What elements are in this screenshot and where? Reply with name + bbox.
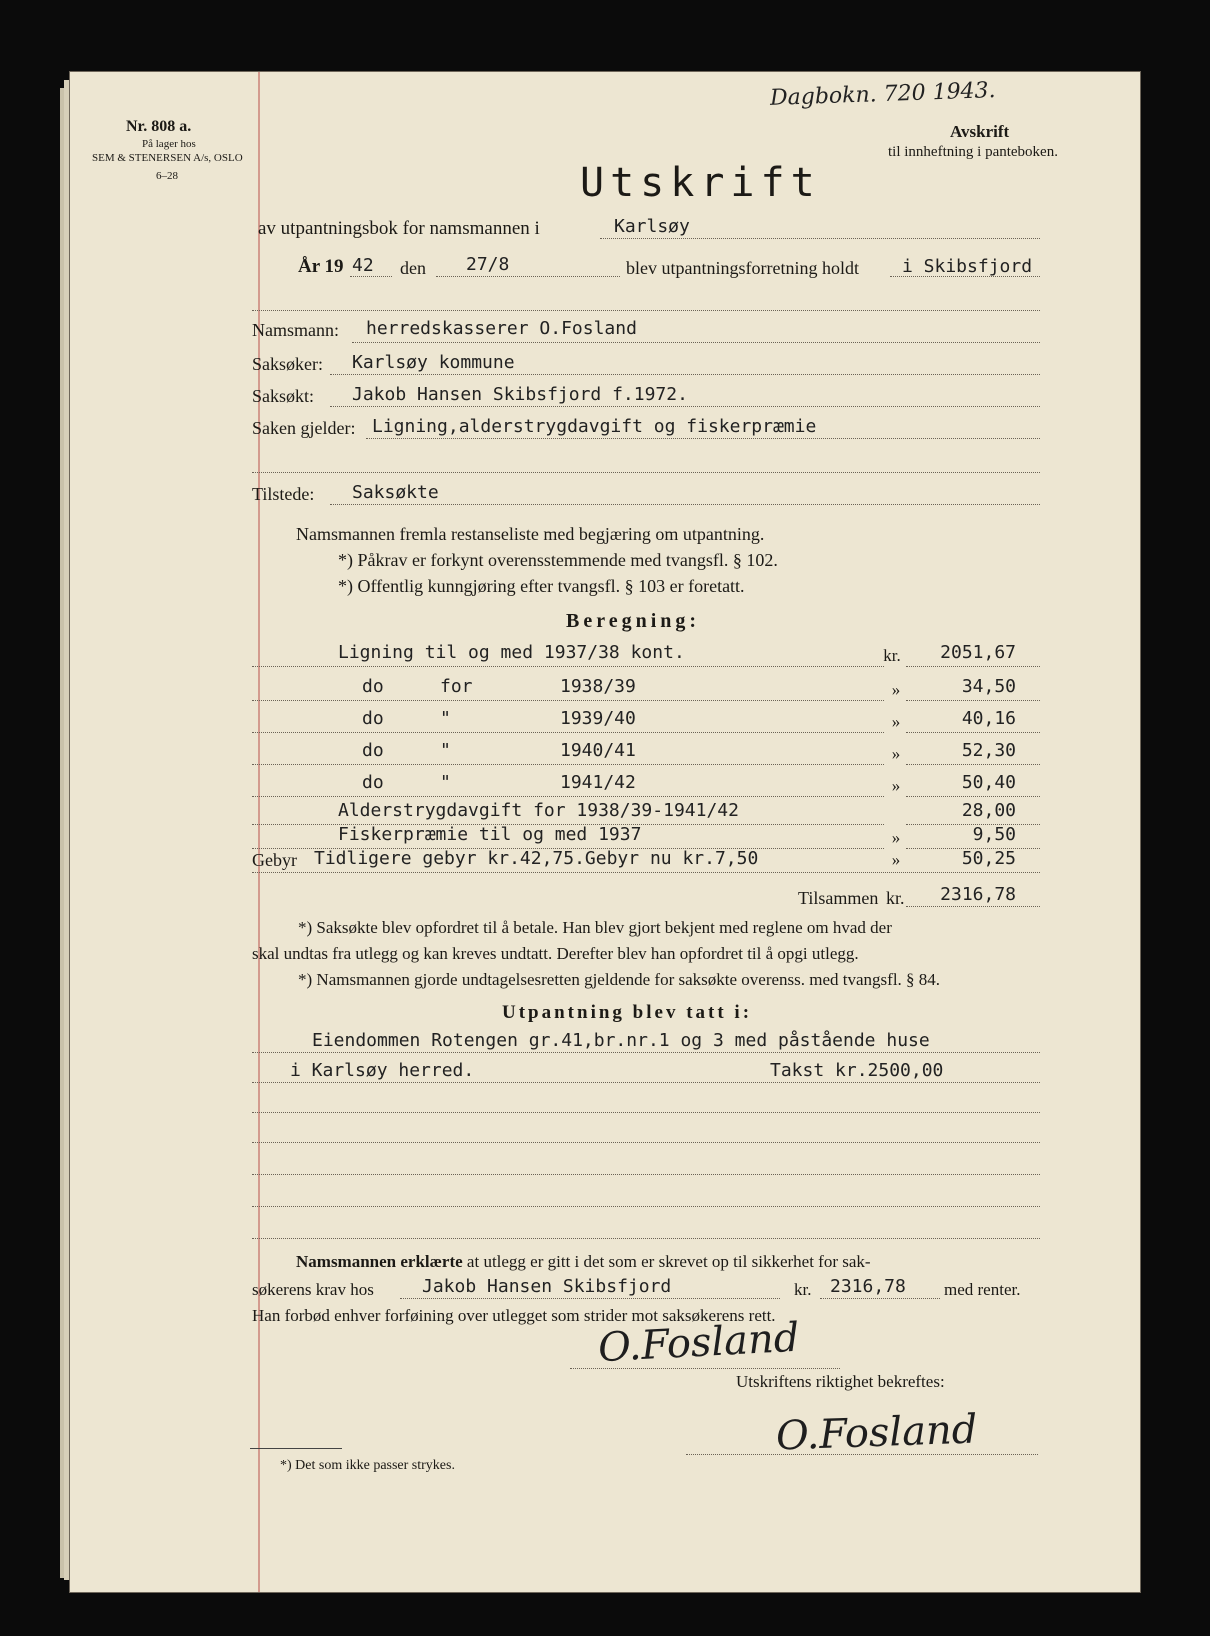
declaration-lead: Namsmannen erklærte xyxy=(296,1252,463,1271)
year-value: 42 xyxy=(352,255,374,276)
statement-kunngjoring: *) Offentlig kunngjøring efter tvangsfl. § 103 er foretatt. xyxy=(338,576,745,596)
calc-row-period: 1938/39 xyxy=(560,676,636,697)
declaration-kr: kr. xyxy=(794,1280,812,1299)
saksokt-label: Saksøkt: xyxy=(252,386,315,406)
calc-row-amount-rule xyxy=(906,732,1040,733)
declaration-prefix: søkerens krav hos xyxy=(252,1280,374,1299)
calc-row-rule xyxy=(252,764,884,765)
gebyr-currency: » xyxy=(891,850,901,869)
confirmation-signature: O.Fosland xyxy=(775,1406,979,1460)
municipality-value: Karlsøy xyxy=(614,216,690,237)
confirmation-label: Utskriftens riktighet bekreftes: xyxy=(736,1372,945,1391)
calc-row-amount: 2051,67 xyxy=(940,642,1016,663)
place-value: i Skibsfjord xyxy=(902,256,1033,277)
calc-row-prep: " xyxy=(440,740,451,761)
form-publisher-1: På lager hos xyxy=(142,138,196,150)
calc-row-amount-rule xyxy=(906,666,1040,667)
namsmann-label: Namsmann: xyxy=(252,320,339,340)
year-label: År 19 xyxy=(298,256,344,277)
declaration-line-3: Han forbød enhver forføining over utlegget som strider mot saksøkerens rett. xyxy=(252,1306,776,1325)
notice-undtas: skal undtas fra utlegg og kan kreves undtatt. Derefter blev han opfordret til å opgi utlegg. xyxy=(252,944,859,963)
declaration-debtor: Jakob Hansen Skibsfjord xyxy=(422,1276,672,1297)
notice-undtagelsesrett: *) Namsmannen gjorde undtagelsesretten gjeldende for saksøkte overenss. med tvangsfl. § 84. xyxy=(298,970,941,989)
journal-note: Dagbokn. 720 1943. xyxy=(769,78,996,111)
calc-row-currency: » xyxy=(891,828,901,847)
seizure-line-1: Eiendommen Rotengen gr.41,br.nr.1 og 3 med påstående huse xyxy=(312,1030,930,1051)
calc-row-desc: Fiskerpræmie til og med 1937 xyxy=(338,824,642,845)
tilstede-label: Tilstede: xyxy=(252,484,315,504)
calc-row-prep: " xyxy=(440,772,451,793)
namsmann-value: herredskasserer O.Fosland xyxy=(366,318,637,339)
calc-row-amount: 52,30 xyxy=(961,740,1016,761)
footnote: *) Det som ikke passer strykes. xyxy=(280,1458,455,1473)
calc-row-currency: » xyxy=(891,776,901,795)
declaration-rest: at utlegg er gitt i det som er skrevet op til sikkerhet for sak- xyxy=(466,1252,871,1271)
den-label: den xyxy=(400,258,426,278)
total-label: Tilsammen xyxy=(798,888,879,908)
saken-label: Saken gjelder: xyxy=(252,418,356,438)
form-date: 6–28 xyxy=(156,170,178,182)
calc-row-desc: do xyxy=(362,772,384,793)
calc-row-amount: 28,00 xyxy=(961,800,1016,821)
declaration-renter: med renter. xyxy=(944,1280,1021,1299)
held-label: blev utpantningsforretning holdt xyxy=(626,258,859,278)
footnote-rule xyxy=(250,1448,342,1449)
seizure-line-2: i Karlsøy herred. xyxy=(290,1060,475,1081)
seizure-heading: Utpantning blev tatt i: xyxy=(502,1002,753,1023)
form-number: Nr. 808 a. xyxy=(126,118,192,135)
notice-betale: *) Saksøkte blev opfordret til å betale. Han blev gjort bekjent med reglene om hvad der xyxy=(298,918,892,937)
saksoker-value: Karlsøy kommune xyxy=(352,352,515,373)
calc-row-prep: " xyxy=(440,708,451,729)
calc-row-amount-rule xyxy=(906,764,1040,765)
namsmann-signature: O.Fosland xyxy=(596,1314,801,1372)
calc-row-rule xyxy=(252,796,884,797)
calc-row-period: 1940/41 xyxy=(560,740,636,761)
calc-row-amount: 50,40 xyxy=(961,772,1016,793)
calc-row-amount: 34,50 xyxy=(961,676,1016,697)
calc-row-amount: 9,50 xyxy=(972,824,1016,845)
date-value: 27/8 xyxy=(466,254,510,275)
calc-row-prep: for xyxy=(440,676,473,697)
saksokt-value: Jakob Hansen Skibsfjord f.1972. xyxy=(352,384,688,405)
margin-rule xyxy=(258,72,260,1592)
intro-prefix: av utpantningsbok for namsmannen i xyxy=(258,218,540,239)
calc-row-rule xyxy=(252,666,884,667)
calc-row-amount-rule xyxy=(906,700,1040,701)
document-page xyxy=(70,72,1140,1592)
calc-row-currency: » xyxy=(891,744,901,763)
calc-row-period: 1941/42 xyxy=(560,772,636,793)
calculation-heading: Beregning: xyxy=(566,610,701,632)
total-amount: 2316,78 xyxy=(940,884,1016,905)
calc-row-currency: » xyxy=(891,680,901,699)
calc-row-desc: Ligning til og med 1937/38 kont. xyxy=(338,642,685,663)
gebyr-amount: 50,25 xyxy=(961,848,1016,869)
calc-row-currency: kr. xyxy=(883,646,901,665)
copy-label: Avskrift xyxy=(950,122,1010,141)
gebyr-label: Gebyr xyxy=(252,850,297,870)
form-publisher-2: SEM & STENERSEN A/s, OSLO xyxy=(92,152,243,164)
saksoker-label: Saksøker: xyxy=(252,354,323,374)
statement-restanse: Namsmannen fremla restanseliste med begjæring om utpantning. xyxy=(296,524,765,544)
calc-row-amount-rule xyxy=(906,796,1040,797)
saken-value: Ligning,alderstrygdavgift og fiskerpræmie xyxy=(372,416,817,437)
calc-row-desc: do xyxy=(362,740,384,761)
copy-sublabel: til innheftning i panteboken. xyxy=(888,144,1058,160)
tilstede-value: Saksøkte xyxy=(352,482,439,503)
page-title: Utskrift xyxy=(580,160,821,206)
gebyr-desc: Tidligere gebyr kr.42,75.Gebyr nu kr.7,50 xyxy=(314,848,759,869)
calc-row-amount: 40,16 xyxy=(961,708,1016,729)
calc-row-desc: do xyxy=(362,708,384,729)
total-currency: kr. xyxy=(886,888,905,908)
declaration-line-1 xyxy=(296,1252,871,1272)
statement-pakrav: *) Påkrav er forkynt overensstemmende med tvangsfl. § 102. xyxy=(338,550,778,570)
calc-row-desc: do xyxy=(362,676,384,697)
calc-row-period: 1939/40 xyxy=(560,708,636,729)
calc-row-rule xyxy=(252,732,884,733)
calc-row-desc: Alderstrygdavgift for 1938/39-1941/42 xyxy=(338,800,739,821)
calc-row-currency: » xyxy=(891,712,901,731)
seizure-takst: Takst kr.2500,00 xyxy=(770,1060,944,1081)
calc-row-rule xyxy=(252,700,884,701)
declaration-amount: 2316,78 xyxy=(830,1276,906,1297)
